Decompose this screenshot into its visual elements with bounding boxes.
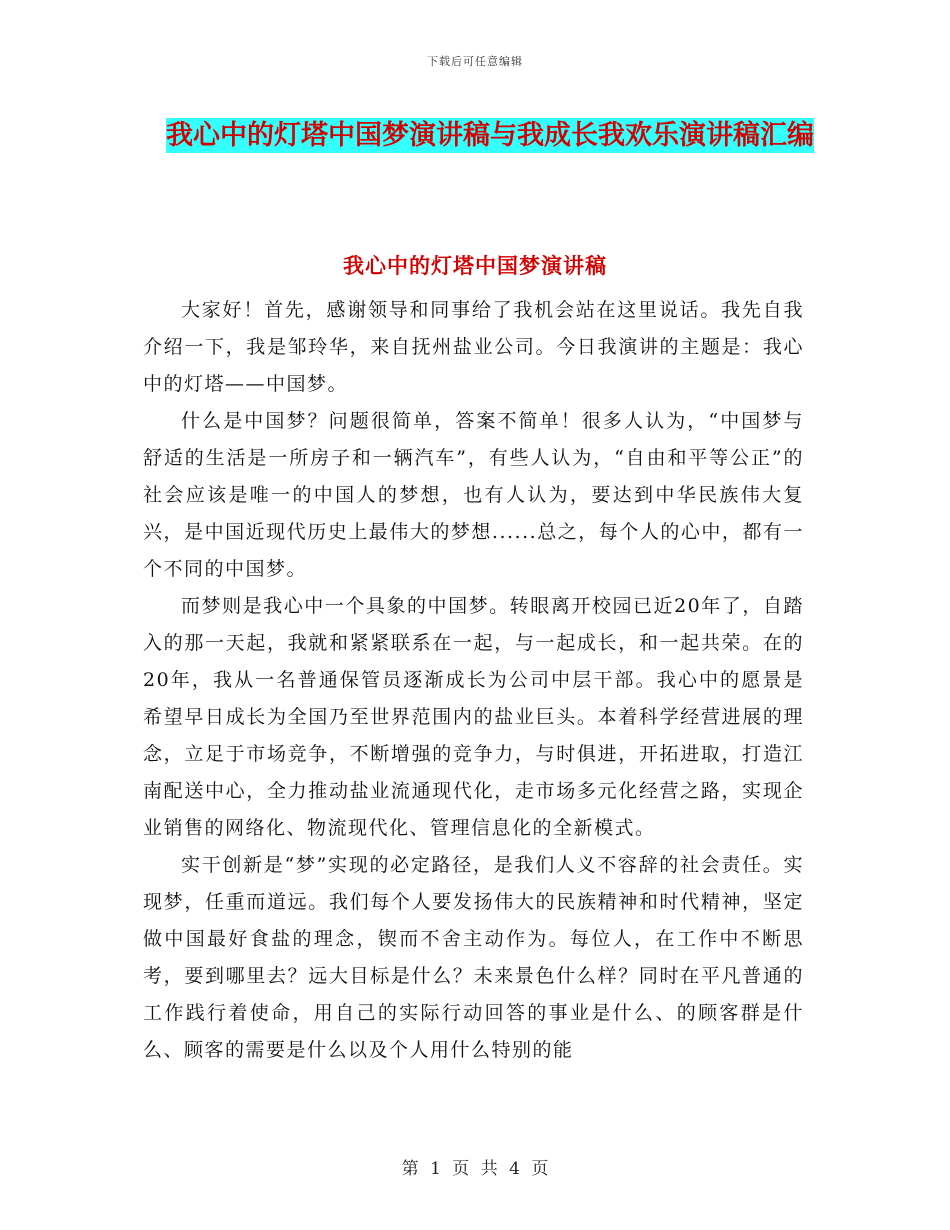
document-body [143,292,804,1069]
paragraph: 什么是中国梦？问题很简单，答案不简单！很多人认为，“中国梦与舒适的生活是一所房子和一辆汽车”，有些人认为，“自由和平等公正”的社会应该是唯一的中国人的梦想，也有人认为，要达到中华民族伟大复兴，是中国近现代历史上最伟大的梦想......总之，每个人的心中，都有一个不同的中国梦。 [143,410,804,580]
page-number-footer: 第 1 页 共 4 页 [401,1159,549,1179]
section-title: 我心中的灯塔中国梦演讲稿 [343,253,607,278]
paragraph: 实干创新是“梦”实现的必定路径，是我们人义不容辞的社会责任。实现梦，任重而道远。我们每个人要发扬伟大的民族精神和时代精神，坚定做中国最好食盐的理念，锲而不舍主动作为。每位人，在工作中不断思考，要到哪里去？远大目标是什么？未来景色什么样？同时在平凡普通的工作践行着使命，用自己的实际行动回答的事业是什么、的顾客群是什么、顾客的需要是什么以及个人用什么特别的能 [143,854,804,1061]
paragraph: 大家好！首先，感谢领导和同事给了我机会站在这里说话。我先自我介绍一下，我是邹玲华，来自抚州盐业公司。今日我演讲的主题是：我心中的灯塔——中国梦。 [143,299,804,395]
page-header-note: 下载后可任意编辑 [427,55,523,68]
document-title [150,112,830,160]
paragraph: 而梦则是我心中一个具象的中国梦。转眼离开校园已近20年了，自踏入的那一天起，我就和紧紧联系在一起，与一起成长，和一起共荣。在的20年，我从一名普通保管员逐渐成长为公司中层干部。我心中的愿景是希望早日成长为全国乃至世界范围内的盐业巨头。本着科学经营进展的理念，立足于市场竞争，不断增强的竞争力，与时俱进，开拓进取，打造江南配送中心，全力推动盐业流通现代化，走市场多元化经营之路，实现企业销售的网络化、物流现代化、管理信息化的全新模式。 [143,595,804,839]
document-title-text: 我心中的灯塔中国梦演讲稿与我成长我欢乐演讲稿汇编 [166,120,814,151]
